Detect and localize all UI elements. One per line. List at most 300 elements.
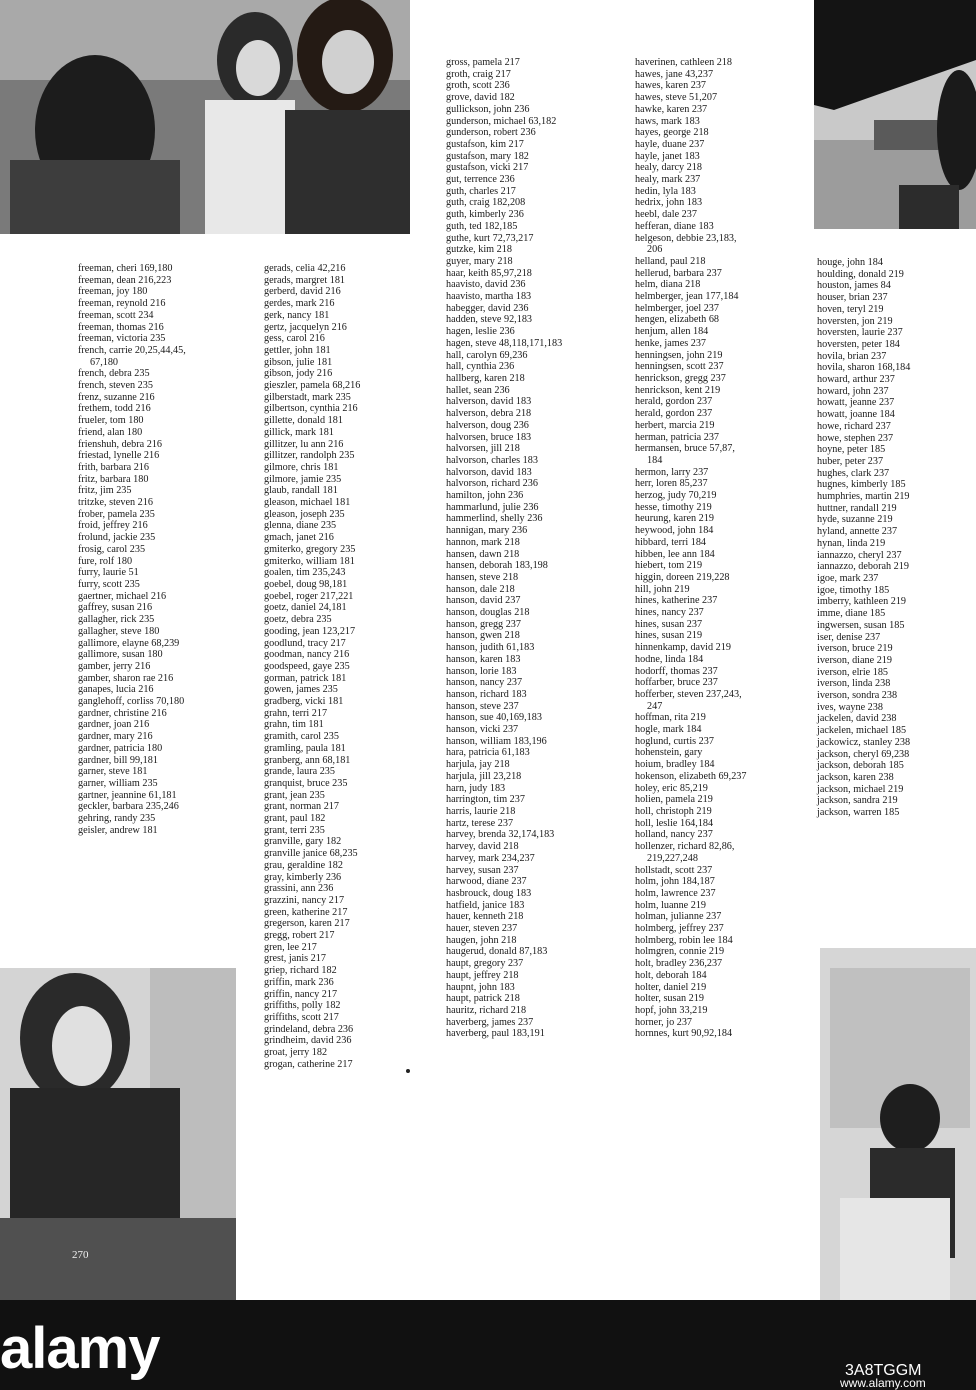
index-entry: houge, john 184 [817, 257, 883, 268]
index-column-4 [635, 57, 746, 1040]
index-entry: granville janice 68,235 [264, 848, 358, 860]
index-entry: hibben, lee ann 184 [635, 548, 715, 560]
index-entry: hedin, lyla 183 [635, 185, 696, 197]
index-entry: french, steven 235 [78, 380, 153, 392]
index-entry: hoversten, jon 219 [817, 315, 893, 327]
index-entry: hollstadt, scott 237 [635, 864, 713, 876]
index-entry: gilmore, chris 181 [264, 461, 339, 473]
index-entry: jackson, cheryl 69,238 [817, 748, 910, 760]
index-entry: haupt, jeffrey 218 [446, 969, 519, 981]
index-entry: jackelen, michael 185 [817, 725, 907, 737]
index-entry: goebel, doug 98,181 [264, 578, 348, 590]
index-entry: french, carrie 20,25,44,45, [78, 344, 186, 356]
index-entry: gut, terrence 236 [446, 174, 515, 186]
index-entry: holmgren, connie 219 [635, 946, 725, 958]
index-entry: hines, nancy 237 [635, 607, 704, 619]
index-entry: heywood, john 184 [635, 525, 714, 537]
index-entry: goebel, roger 217,221 [264, 590, 354, 602]
index-entry: harvey, brenda 32,174,183 [446, 829, 555, 841]
index-entry: gettler, john 181 [264, 344, 331, 356]
index-entry: hoffman, rita 219 [635, 712, 706, 724]
index-entry: hatfield, janice 183 [446, 899, 525, 911]
index-entry: hall, cynthia 236 [446, 361, 515, 373]
index-entry: gregerson, karen 217 [264, 918, 350, 930]
index-entry: grahn, tim 181 [264, 719, 324, 731]
index-entry: holl, christoph 219 [635, 806, 712, 817]
index-entry: jackson, sandra 219 [817, 795, 898, 807]
index-entry: hallberg, karen 218 [446, 372, 525, 384]
index-entry: gardner, christine 216 [78, 707, 167, 719]
index-entry: hanson, nancy 237 [446, 677, 523, 689]
index-entry: garner, steve 181 [78, 766, 148, 778]
index-entry-continuation: 247 [647, 700, 663, 712]
index-entry: gess, carol 216 [264, 333, 325, 345]
index-entry: holter, susan 219 [635, 993, 704, 1005]
index-entry: grau, geraldine 182 [264, 859, 343, 871]
index-entry: granberg, ann 68,181 [264, 754, 351, 766]
index-entry: frienshuh, debra 216 [78, 438, 163, 450]
index-entry: imme, diane 185 [817, 608, 886, 620]
index-entry: gooding, jean 123,217 [264, 625, 356, 637]
index-entry: howatt, joanne 184 [817, 409, 895, 421]
index-entry: gillick, mark 181 [264, 426, 334, 438]
watermark-image-id: 3A8TGGM [845, 1362, 922, 1379]
index-entry: howe, stephen 237 [817, 432, 894, 444]
index-entry: guth, charles 217 [446, 185, 516, 197]
index-entry: frolund, jackie 235 [78, 532, 156, 544]
index-entry: hagen, steve 48,118,171,183 [446, 337, 563, 349]
index-entry: griep, richard 182 [264, 965, 337, 977]
index-entry: gartner, jeannine 61,181 [78, 789, 177, 801]
index-entry: hoium, bradley 184 [635, 759, 715, 771]
index-entry: gregg, robert 217 [264, 930, 335, 942]
index-entry: halvorson, charles 183 [446, 454, 538, 466]
ink-dot [406, 1069, 410, 1073]
index-entry: gmiterko, william 181 [264, 555, 355, 567]
index-entry: gunderson, robert 236 [446, 127, 536, 139]
index-entry: goodspeed, gaye 235 [264, 660, 350, 672]
index-entry: gaffrey, susan 216 [78, 602, 153, 614]
index-entry: hellerud, barbara 237 [635, 267, 722, 279]
index-column-3 [446, 57, 562, 1040]
watermark-brand: alamy [0, 1316, 160, 1381]
index-entry: haverinen, cathleen 218 [635, 57, 733, 68]
index-entry: gerdes, mark 216 [264, 298, 335, 310]
index-entry: grande, laura 235 [264, 766, 335, 778]
index-entry: henrickson, kent 219 [635, 384, 721, 396]
index-entry: hermansen, bruce 57,87, [635, 443, 735, 455]
index-entry: holland, nancy 237 [635, 829, 713, 841]
index-entry: glenna, diane 235 [264, 520, 337, 532]
student-sitting-photo [820, 948, 976, 1300]
index-column-2 [264, 263, 360, 1071]
index-entry: gallimore, elayne 68,239 [78, 637, 180, 649]
index-entry: hannon, mark 218 [446, 536, 520, 548]
index-entry: healy, darcy 218 [635, 162, 702, 174]
index-entry: hoffarber, bruce 237 [635, 677, 718, 689]
index-entry: hawes, steve 51,207 [635, 92, 718, 104]
index-entry: hauer, steven 237 [446, 923, 518, 935]
index-entry: freeman, victoria 235 [78, 333, 166, 345]
index-entry: gilmore, jamie 235 [264, 473, 342, 485]
index-entry: hartz, terese 237 [446, 817, 514, 829]
index-entry: gardner, patricia 180 [78, 742, 163, 754]
index-entry: grazzini, nancy 217 [264, 894, 345, 906]
index-entry: huttner, randall 219 [817, 502, 897, 514]
index-entry: iser, denise 237 [817, 631, 881, 643]
watermark-url: www.alamy.com [840, 1376, 926, 1390]
index-entry: hefferan, diane 183 [635, 220, 714, 232]
index-entry: glaub, randall 181 [264, 485, 338, 497]
index-entry: helmberger, joel 237 [635, 302, 719, 314]
index-entry: gerberd, david 216 [264, 286, 341, 298]
index-entry: haar, keith 85,97,218 [446, 267, 532, 279]
index-entry: grant, norman 217 [264, 801, 339, 813]
index-entry: haugen, john 218 [446, 934, 517, 946]
index-entry: garner, william 235 [78, 777, 158, 789]
index-entry: holter, daniel 219 [635, 981, 707, 993]
index-entry: guth, craig 182,208 [446, 197, 526, 209]
index-entry: gross, pamela 217 [446, 57, 520, 68]
index-entry: gray, kimberly 236 [264, 871, 342, 883]
index-entry: gmiterko, gregory 235 [264, 543, 356, 555]
index-entry: holm, lawrence 237 [635, 887, 716, 899]
index-entry: haverberg, james 237 [446, 1016, 534, 1028]
index-entry: gleason, joseph 235 [264, 508, 345, 520]
index-entry: herald, gordon 237 [635, 408, 713, 420]
index-entry: hokenson, elizabeth 69,237 [635, 770, 747, 782]
index-entry: frethem, todd 216 [78, 403, 151, 415]
index-entry: hayle, janet 183 [635, 150, 700, 162]
index-entry: geckler, barbara 235,246 [78, 801, 179, 813]
index-entry: guth, ted 182,185 [446, 220, 518, 232]
index-entry: haverberg, paul 183,191 [446, 1028, 545, 1040]
index-entry: hodne, linda 184 [635, 653, 704, 665]
index-entry-continuation: 219,227,248 [647, 852, 698, 864]
index-entry: hayes, george 218 [635, 127, 709, 139]
index-entry: hedrix, john 183 [635, 197, 703, 209]
index-entry: hanson, judith 61,183 [446, 642, 535, 654]
index-entry: grindheim, david 236 [264, 1035, 352, 1047]
index-entry: guyer, mary 218 [446, 255, 513, 267]
index-entry: harvey, susan 237 [446, 864, 519, 876]
index-entry: hohenstein, gary [635, 747, 703, 759]
index-entry: holey, eric 85,219 [635, 782, 708, 794]
index-entry: holm, john 184,187 [635, 876, 715, 888]
index-entry: gullickson, john 236 [446, 103, 530, 115]
index-entry: friestad, lynelle 216 [78, 450, 160, 462]
index-entry: geisler, andrew 181 [78, 824, 158, 836]
index-entry: howatt, jeanne 237 [817, 397, 895, 409]
index-entry: goodman, nancy 216 [264, 649, 350, 661]
index-entry: jackowicz, stanley 238 [817, 736, 911, 748]
index-entry: hasbrouck, doug 183 [446, 887, 532, 899]
index-entry: healy, mark 237 [635, 174, 701, 186]
index-entry: harvey, david 218 [446, 841, 519, 853]
index-entry: harris, laurie 218 [446, 806, 516, 817]
index-entry: granquist, bruce 235 [264, 777, 348, 789]
index-entry: grindeland, debra 236 [264, 1023, 354, 1035]
index-entry: henrickson, gregg 237 [635, 372, 726, 384]
index-entry: heebl, dale 237 [635, 209, 697, 221]
index-entry: french, debra 235 [78, 368, 150, 380]
index-entry: harjula, jill 23,218 [446, 770, 522, 782]
index-entry: hines, susan 237 [635, 618, 703, 630]
index-entry: harn, judy 183 [446, 782, 506, 794]
page-number: 270 [72, 1249, 89, 1261]
index-entry: hammarlund, julie 236 [446, 501, 539, 513]
index-column-5 [817, 257, 910, 819]
index-entry-continuation: 67,180 [90, 356, 119, 368]
index-entry: harvey, mark 234,237 [446, 852, 535, 864]
index-entry: guth, kimberly 236 [446, 209, 524, 221]
index-entry: hansen, dawn 218 [446, 548, 520, 560]
index-entry: hornnes, kurt 90,92,184 [635, 1028, 733, 1040]
index-entry: frober, pamela 235 [78, 508, 155, 520]
index-entry: hynan, linda 219 [817, 537, 886, 549]
index-entry: imberry, kathleen 219 [817, 596, 907, 608]
index-entry: hugnes, kimberly 185 [817, 479, 906, 491]
index-entry: higgin, doreen 219,228 [635, 571, 730, 583]
index-entry: gillette, donald 181 [264, 415, 343, 427]
index-entry: gamber, sharon rae 216 [78, 672, 174, 684]
index-entry: gleason, michael 181 [264, 497, 351, 509]
index-entry: griffiths, polly 182 [264, 1000, 341, 1012]
index-entry: houston, james 84 [817, 280, 891, 292]
index-entry: fritz, barbara 180 [78, 473, 149, 485]
index-entry: heurung, karen 219 [635, 513, 714, 525]
index-entry: horner, jo 237 [635, 1016, 693, 1028]
index-entry: grassini, ann 236 [264, 883, 334, 895]
students-laughing-photo [0, 0, 410, 234]
index-entry: hanson, gwen 218 [446, 630, 520, 642]
index-entry: gilbertson, cynthia 216 [264, 403, 358, 415]
index-entry: harjula, jay 218 [446, 759, 510, 771]
index-entry: halverson, debra 218 [446, 408, 532, 420]
index-entry: houlding, donald 219 [817, 268, 904, 280]
index-entry: henningsen, john 219 [635, 349, 723, 361]
index-entry: ingwersen, susan 185 [817, 619, 905, 631]
index-entry: frith, barbara 216 [78, 461, 149, 473]
index-entry: holmberg, robin lee 184 [635, 934, 733, 946]
index-entry: gramling, paula 181 [264, 742, 346, 754]
index-entry: hanson, william 183,196 [446, 735, 547, 747]
index-entry: habegger, david 236 [446, 302, 529, 314]
index-entry: jackson, warren 185 [817, 807, 900, 819]
index-entry: halvorsen, bruce 183 [446, 431, 532, 443]
index-entry: hyland, annette 237 [817, 526, 898, 538]
index-entry: jackelen, david 238 [817, 713, 897, 725]
index-entry: herr, loren 85,237 [635, 478, 708, 490]
index-entry: gardner, bill 99,181 [78, 754, 158, 766]
index-entry: gehring, randy 235 [78, 813, 156, 825]
index-entry: iverson, linda 238 [817, 678, 891, 690]
index-entry: guthe, kurt 72,73,217 [446, 232, 534, 244]
index-entry: furry, laurie 51 [78, 567, 139, 579]
index-entry: hinnenkamp, david 219 [635, 642, 731, 654]
index-entry: igoe, mark 237 [817, 572, 879, 584]
index-entry: ganglehoff, corliss 70,180 [78, 696, 185, 708]
index-entry: gallimore, susan 180 [78, 649, 163, 661]
index-entry-continuation: 206 [647, 244, 663, 256]
index-entry: frosig, carol 235 [78, 543, 146, 555]
index-entry: grant, jean 235 [264, 789, 325, 801]
index-entry: harwood, diane 237 [446, 876, 527, 888]
index-entry: henke, james 237 [635, 337, 707, 349]
student-jacket-photo [0, 968, 236, 1300]
index-entry: groth, craig 217 [446, 68, 511, 80]
index-entry: hauer, kenneth 218 [446, 911, 524, 923]
index-entry: grogan, catherine 217 [264, 1058, 353, 1070]
index-entry: hibbard, terri 184 [635, 536, 707, 548]
index-entry: hanson, david 237 [446, 595, 521, 607]
index-entry: friend, alan 180 [78, 426, 143, 438]
index-entry: holmberg, jeffrey 237 [635, 923, 724, 935]
index-entry: hollenzer, richard 82,86, [635, 841, 735, 853]
index-entry: hall, carolyn 69,236 [446, 349, 528, 361]
index-entry: gerads, celia 42,216 [264, 263, 346, 274]
index-entry: froid, jeffrey 216 [78, 520, 148, 532]
index-entry: holt, bradley 236,237 [635, 958, 723, 970]
index-entry: helm, diana 218 [635, 279, 701, 291]
index-entry: gilberstadt, mark 235 [264, 391, 351, 403]
index-entry: harrington, tim 237 [446, 794, 525, 806]
index-entry: helmberger, jean 177,184 [635, 291, 739, 303]
index-entry-continuation: 184 [647, 454, 663, 466]
index-entry: gorman, patrick 181 [264, 672, 347, 684]
index-entry: henningsen, scott 237 [635, 361, 724, 373]
index-entry: holien, pamela 219 [635, 794, 713, 806]
index-entry: hofferber, steven 237,243, [635, 688, 742, 700]
index-entry: haugerud, donald 87,183 [446, 946, 548, 958]
index-entry: hanson, vicki 237 [446, 724, 519, 736]
index-entry: hengen, elizabeth 68 [635, 314, 720, 326]
index-entry: hansen, steve 218 [446, 571, 519, 583]
index-entry: green, katherine 217 [264, 906, 348, 918]
index-entry: holl, leslie 164,184 [635, 817, 714, 829]
index-entry: halverson, doug 236 [446, 419, 529, 431]
index-entry: grahn, terri 217 [264, 707, 328, 719]
index-entry: haavisto, martha 183 [446, 291, 532, 303]
index-entry: frueler, tom 180 [78, 415, 144, 427]
index-entry: helgeson, debbie 23,183, [635, 232, 737, 244]
index-entry: freeman, dean 216,223 [78, 274, 172, 286]
index-entry: herald, gordon 237 [635, 396, 713, 408]
index-entry: hammerlind, shelly 236 [446, 513, 543, 525]
index-entry: frenz, suzanne 216 [78, 391, 155, 403]
index-entry: hanson, karen 183 [446, 653, 521, 665]
index-entry: hagen, leslie 236 [446, 326, 515, 338]
index-entry: goetz, daniel 24,181 [264, 602, 347, 614]
index-entry: gunderson, michael 63,182 [446, 115, 557, 127]
index-entry: groat, jerry 182 [264, 1047, 328, 1059]
index-entry: hoglund, curtis 237 [635, 735, 714, 747]
index-entry: granville, gary 182 [264, 836, 342, 848]
index-entry: gillitzer, lu ann 216 [264, 438, 344, 450]
index-entry: hill, john 219 [635, 583, 690, 595]
index-entry: halverson, david 183 [446, 396, 532, 408]
index-entry: tritzke, steven 216 [78, 497, 153, 509]
index-entry: howard, john 237 [817, 385, 889, 397]
index-entry: hamilton, john 236 [446, 490, 524, 502]
index-entry: furry, scott 235 [78, 578, 140, 590]
index-entry: griffin, mark 236 [264, 976, 334, 988]
index-entry: halvorson, david 183 [446, 466, 532, 478]
index-entry: gustafson, mary 182 [446, 150, 529, 162]
index-entry: hughes, clark 237 [817, 467, 890, 479]
index-entry: gustafson, vicki 217 [446, 162, 529, 174]
index-entry: groth, scott 236 [446, 80, 510, 92]
index-entry: gardner, mary 216 [78, 731, 153, 743]
index-entry: gaertner, michael 216 [78, 590, 167, 602]
index-entry: hermon, larry 237 [635, 466, 709, 478]
index-entry: gren, lee 217 [264, 941, 317, 953]
index-entry: hanson, steve 237 [446, 700, 519, 712]
index-entry: iverson, bruce 219 [817, 643, 893, 655]
index-entry: herman, patricia 237 [635, 431, 720, 443]
index-entry: hesse, timothy 219 [635, 501, 712, 513]
index-entry: halvorson, richard 236 [446, 478, 538, 490]
index-entry: grant, paul 182 [264, 813, 326, 825]
index-entry: gallagher, rick 235 [78, 614, 155, 626]
index-entry: hovila, brian 237 [817, 350, 887, 362]
index-entry: hayle, duane 237 [635, 138, 705, 150]
index-entry: herbert, marcia 219 [635, 419, 715, 431]
index-entry: gmach, janet 216 [264, 532, 334, 544]
index-entry: hanson, richard 183 [446, 688, 527, 700]
index-entry: henjum, allen 184 [635, 326, 709, 338]
index-entry: goetz, debra 235 [264, 614, 332, 626]
index-entry: freeman, thomas 216 [78, 321, 164, 333]
index-entry: gamber, jerry 216 [78, 660, 151, 672]
index-entry: gradberg, vicki 181 [264, 696, 344, 708]
index-entry: haupt, gregory 237 [446, 958, 524, 970]
index-entry: hoversten, laurie 237 [817, 327, 903, 339]
index-entry: ives, wayne 238 [817, 701, 883, 713]
index-entry: gramith, carol 235 [264, 731, 339, 743]
index-entry: hines, susan 219 [635, 630, 703, 642]
index-entry: hiebert, tom 219 [635, 560, 703, 572]
index-entry: hanson, lorie 183 [446, 665, 517, 677]
index-entry: houser, brian 237 [817, 292, 888, 304]
index-entry: iverson, sondra 238 [817, 690, 898, 702]
index-entry: gertz, jacquelyn 216 [264, 321, 347, 333]
index-entry: gibson, julie 181 [264, 356, 333, 368]
index-entry: holman, julianne 237 [635, 911, 722, 923]
index-entry: hogle, mark 184 [635, 724, 702, 736]
index-entry: hauritz, richard 218 [446, 1004, 527, 1016]
index-entry: gardner, joan 216 [78, 719, 150, 731]
index-column-1 [78, 263, 186, 836]
index-entry: haavisto, david 236 [446, 279, 526, 291]
index-entry: jackson, michael 219 [817, 783, 904, 795]
index-entry: huber, peter 237 [817, 455, 884, 467]
index-entry: hanson, sue 40,169,183 [446, 712, 542, 724]
index-entry: haws, mark 183 [635, 115, 700, 127]
index-entry: gustafson, kim 217 [446, 138, 524, 150]
index-entry: igoe, timothy 185 [817, 584, 890, 596]
index-entry: iverson, elrie 185 [817, 666, 889, 678]
index-entry: iverson, diane 219 [817, 654, 892, 666]
index-entry: gibson, jody 216 [264, 368, 333, 380]
index-entry: hovila, sharon 168,184 [817, 362, 911, 374]
index-entry: hoyne, peter 185 [817, 444, 886, 456]
index-entry: hawes, karen 237 [635, 80, 707, 92]
index-entry: freeman, scott 234 [78, 309, 154, 321]
index-entry: gallagher, steve 180 [78, 625, 160, 637]
index-entry: hansen, deborah 183,198 [446, 560, 548, 572]
index-entry: griffin, nancy 217 [264, 988, 338, 1000]
